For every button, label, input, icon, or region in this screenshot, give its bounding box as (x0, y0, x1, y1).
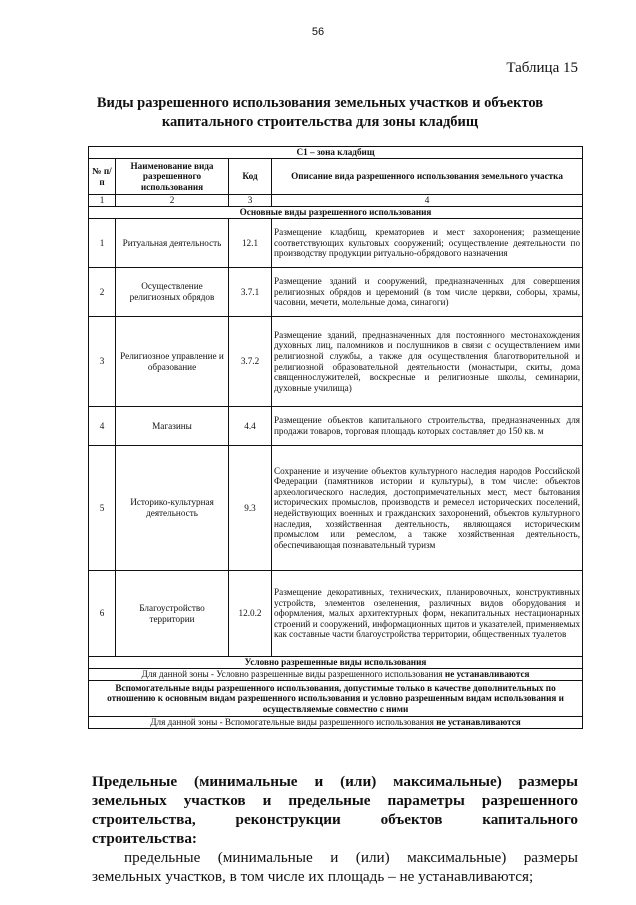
row-code: 9.3 (229, 446, 272, 571)
section-auxiliary: Вспомогательные виды разрешенного использования, допустимые только в качестве дополнительных по отношению к основным видам разрешенного использования и условно разрешенным видам использования и осуществляемые совместно с ними (89, 681, 583, 717)
row-description: Размещение зданий и сооружений, предназначенных для совершения религиозных обрядов и церемоний (в том числе церкви, соборы, храмы, часовни, мечети, молельные дома, синагоги) (272, 268, 583, 317)
col-number-4: 4 (272, 195, 583, 207)
auxiliary-note-bold: не устанавливаются (436, 717, 521, 728)
row-number: 1 (89, 219, 116, 268)
section-main: Основные виды разрешенного использования (89, 207, 583, 219)
limits-paragraph: предельные (минимальные и (или) максимальные) размеры земельных участков, в том числе их площадь – не устанавливаются; (92, 849, 578, 885)
table-row (89, 571, 583, 657)
auxiliary-note (89, 717, 583, 729)
auxiliary-note-prefix: Для данной зоны - Вспомогательные виды разрешенного использования (150, 717, 434, 728)
conditional-note-prefix: Для данной зоны - Условно разрешенные виды разрешенного использования (141, 669, 443, 680)
bottom-section (92, 772, 578, 886)
page-number: 56 (311, 26, 325, 38)
row-code: 3.7.1 (229, 268, 272, 317)
col-header-code: Код (229, 159, 272, 195)
zones-table (88, 146, 583, 729)
row-description: Сохранение и изучение объектов культурного наследия народов Российской Федерации (памятников истории и культуры), в том числе: объектов археологического наследия, достопримечательных мест, мест бытования исторических промыслов, производств и ремесел исторических поселений, недействующих военных и гражданских захоронений, объектов культурного наследия, хозяйственная деятельность, являющаяся историческим промыслом или ремеслом, а также хозяйственная деятельность, обеспечивающая познавательный туризм (272, 446, 583, 571)
row-number: 5 (89, 446, 116, 571)
row-code: 4.4 (229, 407, 272, 446)
row-name: Религиозное управление и образование (116, 317, 229, 407)
row-description: Размещение зданий, предназначенных для постоянного местонахождения духовных лиц, паломников и послушников в связи с осуществлением ими религиозной службы, а также для осуществления благотворительной и религиозной образовательной деятельности (монастыри, скиты, дома священнослужителей, воскресные и религиозные школы, семинарии, духовные училища) (272, 317, 583, 407)
row-name: Осуществление религиозных обрядов (116, 268, 229, 317)
row-code: 12.0.2 (229, 571, 272, 657)
col-number-3: 3 (229, 195, 272, 207)
table-label: Таблица 15 (506, 60, 578, 76)
col-header-description: Описание вида разрешенного использования земельного участка (272, 159, 583, 195)
col-header-number: № п/п (89, 159, 116, 195)
row-number: 4 (89, 407, 116, 446)
conditional-note (89, 669, 583, 681)
table-row (89, 407, 583, 446)
title-line-2: капитального строительства для зоны кладбищ (161, 114, 479, 130)
col-number-1: 1 (89, 195, 116, 207)
col-number-2: 2 (116, 195, 229, 207)
limits-heading: Предельные (минимальные и (или) максимальные) размеры земельных участков и предельные параметры разрешенного строительства, реконструкции объектов капитального строительства: (92, 773, 578, 847)
document-title (60, 94, 580, 132)
row-name: Ритуальная деятельность (116, 219, 229, 268)
col-header-name: Наименование вида разрешенного использования (116, 159, 229, 195)
row-number: 2 (89, 268, 116, 317)
row-name: Благоустройство территории (116, 571, 229, 657)
zone-header: С1 – зона кладбищ (89, 147, 583, 159)
table-row (89, 446, 583, 571)
table-row (89, 317, 583, 407)
row-description: Размещение декоративных, технических, планировочных, конструктивных устройств, элементов озеленения, различных видов оборудования и оформления, малых архитектурных форм, некапитальных нестационарных строений и сооружений, информационных щитов и указателей, применяемых как составные части благоустройства территории, общественных туалетов (272, 571, 583, 657)
section-conditional: Условно разрешенные виды использования (89, 657, 583, 669)
row-description: Размещение объектов капитального строительства, предназначенных для продажи товаров, торговая площадь которых составляет до 150 кв. м (272, 407, 583, 446)
row-number: 3 (89, 317, 116, 407)
conditional-note-bold: не устанавливаются (444, 669, 530, 680)
table-row (89, 219, 583, 268)
row-code: 3.7.2 (229, 317, 272, 407)
table-row (89, 268, 583, 317)
row-code: 12.1 (229, 219, 272, 268)
title-line-1: Виды разрешенного использования земельных участков и объектов (96, 95, 544, 111)
row-name: Историко-культурная деятельность (116, 446, 229, 571)
row-number: 6 (89, 571, 116, 657)
row-description: Размещение кладбищ, крематориев и мест захоронения; размещение соответствующих культовых сооружений; осуществление деятельности по производству продукции ритуально-обрядового назначения (272, 219, 583, 268)
row-name: Магазины (116, 407, 229, 446)
